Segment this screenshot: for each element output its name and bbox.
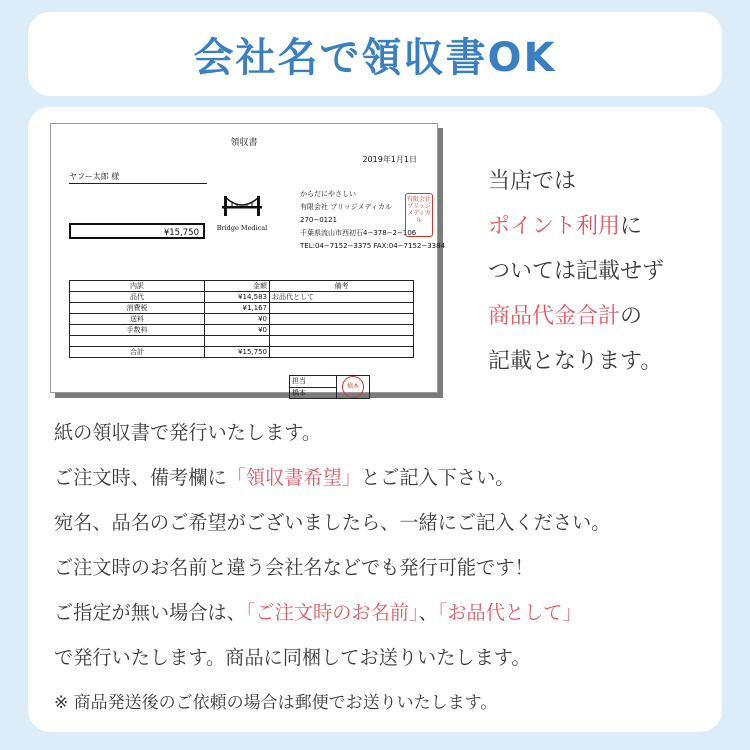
side-red-text: 商品代金合計 (488, 304, 621, 329)
banner-title: 会社名で領収書OK (193, 34, 557, 81)
company-stamp: 有限会社ブリッジメディカル (405, 193, 433, 237)
row-item: 品代 (70, 292, 205, 303)
table-row (70, 325, 414, 336)
receipt-amount: ¥15,750 (163, 228, 199, 238)
row-item: 手数料 (70, 325, 205, 336)
bridge-logo (215, 193, 269, 235)
instruction-line (54, 598, 714, 643)
receipt-recipient: ヤフー太郎 様 (69, 172, 120, 181)
table-row-total (70, 347, 414, 358)
sign-box (289, 375, 370, 399)
table-row (70, 292, 414, 303)
text: ご指定が無い場合は、 (54, 601, 246, 624)
logo-text: Bridge Medical (216, 224, 268, 232)
row-price: ¥0 (205, 325, 270, 336)
text: とご記入下さい。 (361, 466, 515, 489)
row-price: ¥14,583 (205, 292, 270, 303)
row-item: 消費税 (70, 303, 205, 314)
receipt-date: 2019年1月1日 (362, 155, 417, 164)
instruction-line: で発行いたします。商品に同梱してお送りいたします。 (54, 646, 531, 669)
table-row (70, 314, 414, 325)
company-line: TEL:04−7152−3375 FAX:04−7152−3384 (300, 242, 446, 250)
instruction-line: ご注文時のお名前と違う会社名などでも発行可能です！ (54, 556, 534, 579)
row-price: ¥15,750 (205, 347, 270, 358)
receipt-sample (50, 123, 446, 397)
row-note (270, 303, 414, 314)
highlight-text: 「領収書希望」 (226, 466, 361, 489)
company-line: 有限会社 ブリッジメディカル (300, 203, 392, 211)
row-note (270, 314, 414, 325)
receipt-table (69, 280, 414, 358)
row-note (270, 336, 414, 347)
instruction-line: 宛名、品名のご希望がございましたら、一緒にご記入ください。 (54, 511, 611, 534)
row-note: お品代として (270, 292, 414, 303)
row-item: 送料 (70, 314, 205, 325)
table-header-row (70, 281, 414, 292)
highlight-text: 「お品代として」 (437, 601, 582, 624)
text: 、 (418, 601, 438, 624)
instructions (54, 418, 714, 733)
row-item: 合計 (70, 347, 205, 358)
receipt-amount-box (69, 223, 205, 239)
header-note: 備考 (270, 281, 414, 292)
content-card (28, 107, 722, 732)
text: ご注文時、備考欄に (54, 466, 227, 489)
note-line: ※ 商品発送後のご依頼の場合は郵便でお送りいたします。 (54, 693, 498, 713)
sign-label: 担当 (290, 376, 337, 388)
table-row (70, 303, 414, 314)
company-line: からだにやさしい (300, 190, 356, 198)
row-note (270, 347, 414, 358)
title-banner (28, 12, 722, 96)
sign-name: 橋本 (290, 387, 337, 399)
personal-seal: 橋本 (342, 376, 364, 398)
side-explanation (488, 159, 718, 384)
company-line: 千葉県流山市西初石4−378−2−106 (300, 229, 417, 237)
instruction-line (54, 463, 714, 508)
row-note (270, 325, 414, 336)
side-red-text: ポイント利用 (488, 214, 621, 239)
side-line (488, 204, 718, 249)
side-suffix: の (620, 304, 643, 329)
table-row (70, 336, 414, 347)
row-price: ¥1,167 (205, 303, 270, 314)
side-suffix: に (620, 214, 643, 239)
recipient-underline (69, 183, 207, 184)
highlight-text: 「ご注文時のお名前」 (245, 601, 419, 624)
side-line: ついては記載せず (488, 259, 665, 284)
side-line (488, 294, 718, 339)
row-price (205, 336, 270, 347)
side-line: 当店では (488, 169, 577, 194)
receipt-title: 領収書 (230, 138, 258, 148)
company-line: 270−0121 (300, 216, 338, 224)
header-item: 内訳 (70, 281, 205, 292)
header-price: 金額 (205, 281, 270, 292)
row-item (70, 336, 205, 347)
row-price: ¥0 (205, 314, 270, 325)
seal-cell (337, 376, 370, 399)
side-line: 記載となります。 (488, 349, 663, 374)
instruction-line: 紙の領収書で発行いたします。 (54, 421, 322, 444)
bridge-icon (222, 193, 262, 219)
